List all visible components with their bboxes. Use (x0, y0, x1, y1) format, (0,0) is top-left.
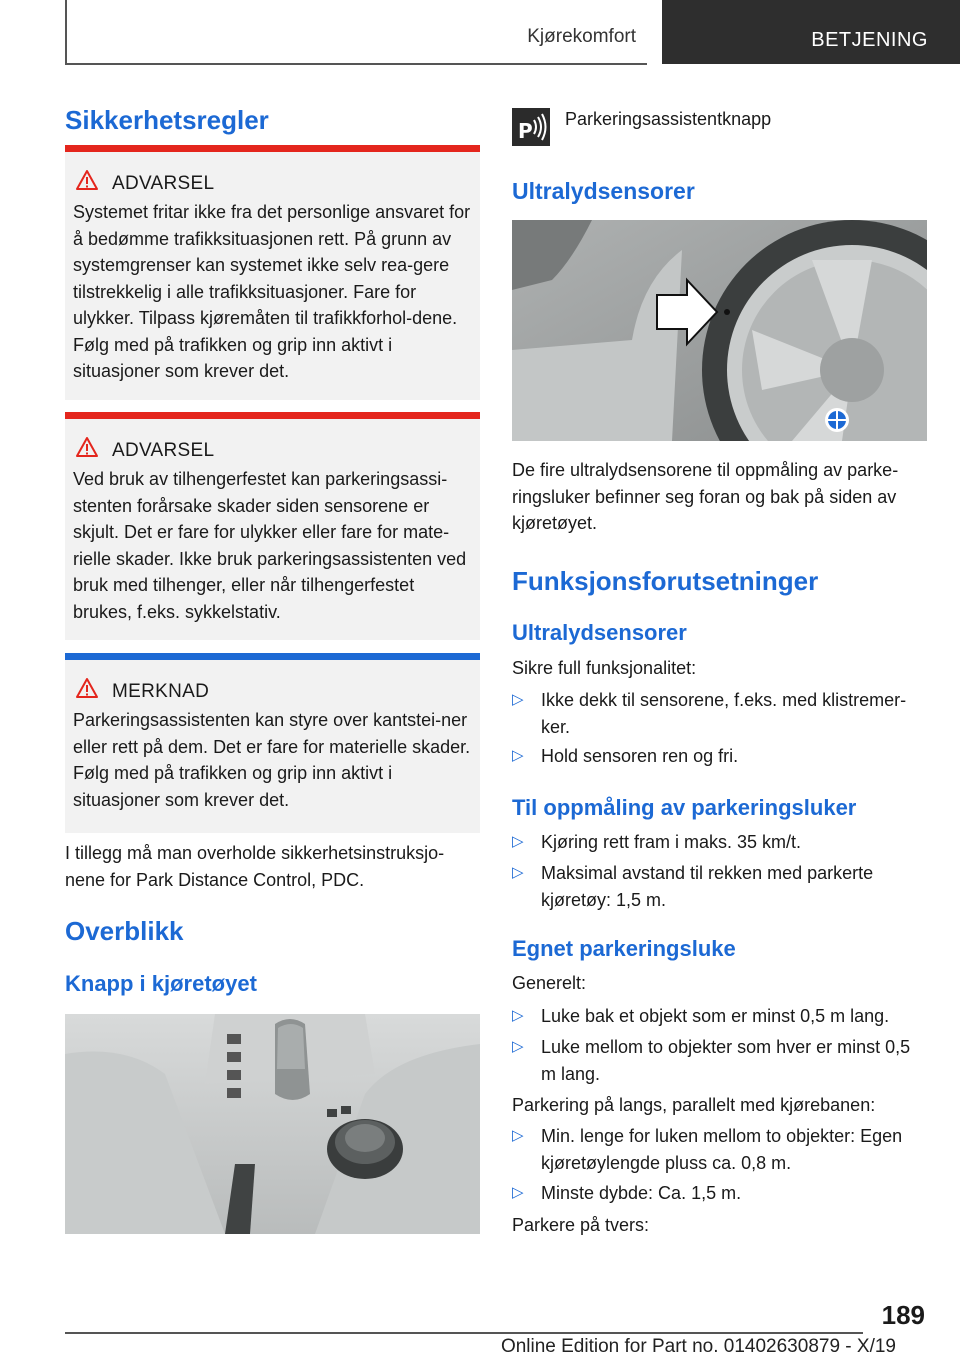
bullet-triangle-icon: ▷ (512, 1038, 524, 1055)
ultrasonic-sensor-photo (512, 220, 927, 441)
parking-assistant-button-icon (512, 108, 550, 146)
parallel-parking-label: Parkering på langs, parallelt med kjørebanen: (512, 1095, 876, 1115)
center-console-photo (65, 1014, 480, 1234)
ultrasonic-description: De fire ultralydsensorene til oppmåling av parke-ringsluker befinner seg foran og bak på siden av kjøretøyet. (512, 460, 899, 533)
warning-box-2 (65, 412, 480, 640)
pdc-instructions-paragraph: I tillegg må man overholde sikkerhetsinstruksjo-nene for Park Distance Control, PDC. (65, 843, 445, 890)
heading-safety-rules: Sikkerhetsregler (65, 105, 269, 135)
heading-ultrasonic-sensors-2: Ultralydsensorer (512, 620, 687, 645)
full-functionality-label: Sikre full funksjonalitet: (512, 658, 697, 678)
bullet-triangle-icon: ▷ (512, 747, 524, 764)
warning-text: Ved bruk av tilhengerfestet kan parkeringsassi-stenten forårsake skader siden sensorene er skjult. Det er fare for ulykker eller fare for mate-rielle skader. Ikke bruk parkeringsassistenten ved bruk med tilhenger, eller når tilhengerfestet brukes, f.eks. sykkelstativ. (73, 469, 467, 622)
list-item-text: Luke mellom to objekter som hver er minst 0,5 m lang. (541, 1037, 911, 1084)
list-item-text: Luke bak et objekt som er minst 0,5 m lang. (541, 1006, 890, 1026)
heading-suitable-space: Egnet parkeringsluke (512, 936, 736, 961)
list-item-text: Hold sensoren ren og fri. (541, 746, 739, 766)
bullet-triangle-icon: ▷ (512, 1007, 524, 1024)
note-box (65, 653, 480, 833)
warning-bar (65, 412, 480, 419)
bullet-triangle-icon: ▷ (512, 1127, 524, 1144)
heading-ultrasonic-sensors: Ultralydsensorer (512, 178, 695, 204)
list-item-text: Maksimal avstand til rekken med parkerte kjøretøy: 1,5 m. (541, 863, 874, 910)
warning-bar (65, 145, 480, 152)
warning-triangle-icon (75, 677, 99, 699)
warning-triangle-icon (75, 436, 99, 458)
note-text: Parkeringsassistenten kan styre over kantstei-ner eller rett på dem. Det er fare for materielle skader. Følg med på trafikken og grip inn aktivt i situasjoner som krever det. (73, 710, 471, 810)
note-bar (65, 653, 480, 660)
bullet-triangle-icon: ▷ (512, 864, 524, 881)
heading-measuring-spaces: Til oppmåling av parkeringsluker (512, 795, 857, 820)
perpendicular-parking-label: Parkere på tvers: (512, 1215, 650, 1235)
bullet-triangle-icon: ▷ (512, 833, 524, 850)
general-label: Generelt: (512, 973, 587, 993)
note-title: MERKNAD (112, 681, 210, 702)
bullet-triangle-icon: ▷ (512, 1184, 524, 1201)
heading-button-in-vehicle: Knapp i kjøretøyet (65, 971, 257, 996)
header-rule-vertical (65, 0, 67, 64)
warning-triangle-icon (75, 169, 99, 191)
list-item-text: Min. lenge for luken mellom to objekter: Egen kjøretøylengde pluss ca. 0,8 m. (541, 1126, 903, 1173)
list-item-text: Kjøring rett fram i maks. 35 km/t. (541, 832, 802, 852)
list-item-text: Ikke dekk til sensorene, f.eks. med klistremer-ker. (541, 690, 907, 737)
bullet-triangle-icon: ▷ (512, 691, 524, 708)
list-item-text: Minste dybde: Ca. 1,5 m. (541, 1183, 742, 1203)
button-caption: Parkeringsassistentknapp (565, 109, 772, 129)
warning-title: ADVARSEL (112, 173, 215, 194)
footer-rule (65, 1332, 863, 1334)
warning-box-1 (65, 145, 480, 400)
svg-text:P: P (518, 119, 533, 143)
header-rule-horizontal (65, 63, 647, 65)
header-chapter-label: BETJENING (811, 29, 928, 51)
header-chapter-tab (662, 0, 960, 64)
header-section-title: Kjørekomfort (527, 26, 636, 47)
footer-edition: Online Edition for Part no. 01402630879 - X/19 (500, 1336, 896, 1357)
warning-title: ADVARSEL (112, 440, 215, 461)
page-number: 189 (881, 1300, 925, 1330)
warning-text: Systemet fritar ikke fra det personlige ansvaret for å bedømme trafikksituasjonen rett. På grunn av systemgrenser kan systemet ikke selv rea-gere tilstrekkelig i alle trafikksituasjoner. Fare for ulykker. Tilpass kjøremåten til trafikkforhol-dene. Følg med på trafikken og grip inn aktivt i situasjoner som krever det. (73, 202, 471, 381)
heading-overview: Overblikk (65, 916, 184, 946)
heading-function-requirements: Funksjonsforutsetninger (512, 566, 819, 596)
